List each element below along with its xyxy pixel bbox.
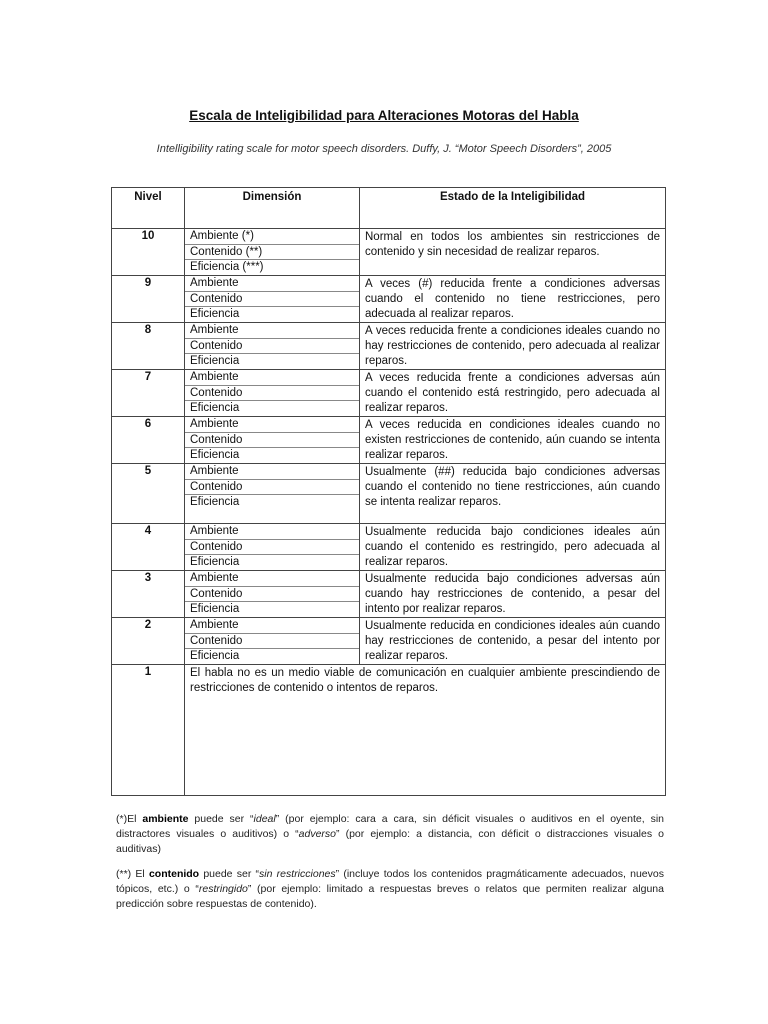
dimension-item: Eficiencia	[190, 449, 240, 461]
nivel-cell: 10	[112, 229, 185, 276]
dimension-cell	[185, 370, 360, 417]
header-nivel: Nivel	[112, 188, 185, 229]
dimension-item: Eficiencia	[190, 650, 240, 662]
dimension-item: Eficiencia	[190, 496, 240, 508]
dimension-item: Ambiente	[185, 276, 359, 292]
estado-cell: A veces reducida frente a condiciones ideales cuando no hay restricciones de contenido, pero adecuada al realizar reparos.	[360, 323, 666, 370]
header-estado: Estado de la Inteligibilidad	[360, 188, 666, 229]
nivel-cell: 3	[112, 571, 185, 618]
table-row	[112, 618, 666, 665]
header-dimension: Dimensión	[185, 188, 360, 229]
estado-cell: Usualmente reducida bajo condiciones ideales aún cuando el contenido es restringido, pero adecuada al realizar reparos.	[360, 524, 666, 571]
estado-cell: Normal en todos los ambientes sin restricciones de contenido y sin necesidad de realizar reparos.	[360, 229, 666, 276]
document-title: Escala de Inteligibilidad para Alteraciones Motoras del Habla	[189, 108, 579, 123]
dimension-item: Contenido	[185, 480, 359, 496]
dimension-cell	[185, 276, 360, 323]
footnotes	[116, 812, 664, 922]
dimension-cell	[185, 417, 360, 464]
dimension-item: Eficiencia	[190, 355, 240, 367]
nivel-cell: 9	[112, 276, 185, 323]
dimension-cell	[185, 323, 360, 370]
table-row	[112, 370, 666, 417]
dimension-item: Eficiencia	[190, 308, 240, 320]
footnote-text: ” (por ejemplo: cara a cara, sin déficit visuales o auditivos en el oyente, sin distractores visuales o auditivos) o “	[116, 813, 664, 840]
dimension-item: Ambiente	[185, 323, 359, 339]
dimension-item: Ambiente	[185, 571, 359, 587]
table-row	[112, 323, 666, 370]
table-row	[112, 464, 666, 524]
dimension-item: Contenido	[185, 634, 359, 650]
table-row	[112, 524, 666, 571]
footnote-prefix: (*)El	[116, 813, 143, 825]
dimension-item: Ambiente	[185, 618, 359, 634]
estado-cell: A veces reducida frente a condiciones adversas aún cuando el contenido está restringido, pero adecuada al realizar reparos.	[360, 370, 666, 417]
dimension-item: Contenido	[185, 339, 359, 355]
estado-cell-full: El habla no es un medio viable de comunicación en cualquier ambiente prescindiendo de restricciones de contenido o intentos de reparos.	[185, 665, 666, 796]
estado-cell: A veces (#) reducida frente a condiciones adversas cuando el contenido no tiene restricciones, pero adecuada al realizar reparos.	[360, 276, 666, 323]
dimension-cell	[185, 229, 360, 276]
nivel-cell: 6	[112, 417, 185, 464]
table-row	[112, 665, 666, 796]
estado-cell: Usualmente (##) reducida bajo condiciones adversas cuando el contenido no tiene restricciones, aún cuando se intenta realizar reparos.	[360, 464, 666, 524]
dimension-item: Contenido (**)	[185, 245, 359, 261]
dimension-item: Contenido	[185, 386, 359, 402]
dimension-item: Contenido	[185, 292, 359, 308]
dimension-item: Contenido	[185, 587, 359, 603]
nivel-cell: 4	[112, 524, 185, 571]
footnote-prefix: (**) El	[116, 868, 149, 880]
dimension-item: Ambiente	[185, 524, 359, 540]
nivel-cell: 5	[112, 464, 185, 524]
estado-cell: A veces reducida en condiciones ideales cuando no existen restricciones de contenido, aún cuando se intenta realizar reparos.	[360, 417, 666, 464]
dimension-item: Ambiente (*)	[185, 229, 359, 245]
dimension-item: Contenido	[185, 540, 359, 556]
dimension-cell	[185, 464, 360, 524]
dimension-cell	[185, 618, 360, 665]
table-row	[112, 276, 666, 323]
dimension-item: Ambiente	[185, 464, 359, 480]
table-row	[112, 417, 666, 464]
table-header-row	[112, 188, 666, 229]
footnote-text: ” (incluye todos los contenidos pragmáticamente adecuados, nuevos tópicos, etc.) o “	[116, 868, 664, 895]
footnote-ambiente	[116, 812, 664, 857]
nivel-cell: 2	[112, 618, 185, 665]
dimension-item: Eficiencia	[190, 556, 240, 568]
dimension-item: Eficiencia (***)	[190, 261, 264, 273]
document-subtitle: Intelligibility rating scale for motor speech disorders. Duffy, J. “Motor Speech Disorders”, 2005	[156, 143, 612, 155]
footnote-term: contenido	[148, 868, 200, 880]
footnote-text: puede ser “	[188, 813, 254, 825]
dimension-item: Eficiencia	[190, 402, 240, 414]
estado-cell: Usualmente reducida en condiciones ideales aún cuando hay restricciones de contenido, a pesar del intento por realizar reparos.	[360, 618, 666, 665]
footnote-term: ambiente	[142, 813, 189, 825]
nivel-cell: 1	[112, 665, 185, 796]
footnote-text: puede ser “	[199, 868, 260, 880]
footnote-italic: restringido	[198, 883, 248, 895]
footnote-text: ” (por ejemplo: a distancia, con déficit o distracciones visuales o auditivas)	[116, 828, 664, 855]
footnote-italic: sin restricciones	[259, 868, 336, 880]
estado-cell: Usualmente reducida bajo condiciones adversas aún cuando hay restricciones de contenido, a pesar del intento por realizar reparos.	[360, 571, 666, 618]
dimension-cell	[185, 524, 360, 571]
intelligibility-table	[111, 187, 666, 796]
footnote-contenido	[116, 867, 664, 912]
nivel-cell: 7	[112, 370, 185, 417]
dimension-item: Contenido	[185, 433, 359, 449]
footnote-italic: adverso	[298, 828, 337, 840]
table-row	[112, 229, 666, 276]
footnote-italic: ideal	[253, 813, 276, 825]
dimension-item: Ambiente	[185, 370, 359, 386]
dimension-cell	[185, 571, 360, 618]
dimension-item: Eficiencia	[190, 603, 240, 615]
table-row	[112, 571, 666, 618]
footnote-text: ” (por ejemplo: limitado a respuestas breves o relatos que permiten realizar alguna predicción sobre respuestas de contenido).	[116, 883, 664, 910]
dimension-item: Ambiente	[185, 417, 359, 433]
nivel-cell: 8	[112, 323, 185, 370]
